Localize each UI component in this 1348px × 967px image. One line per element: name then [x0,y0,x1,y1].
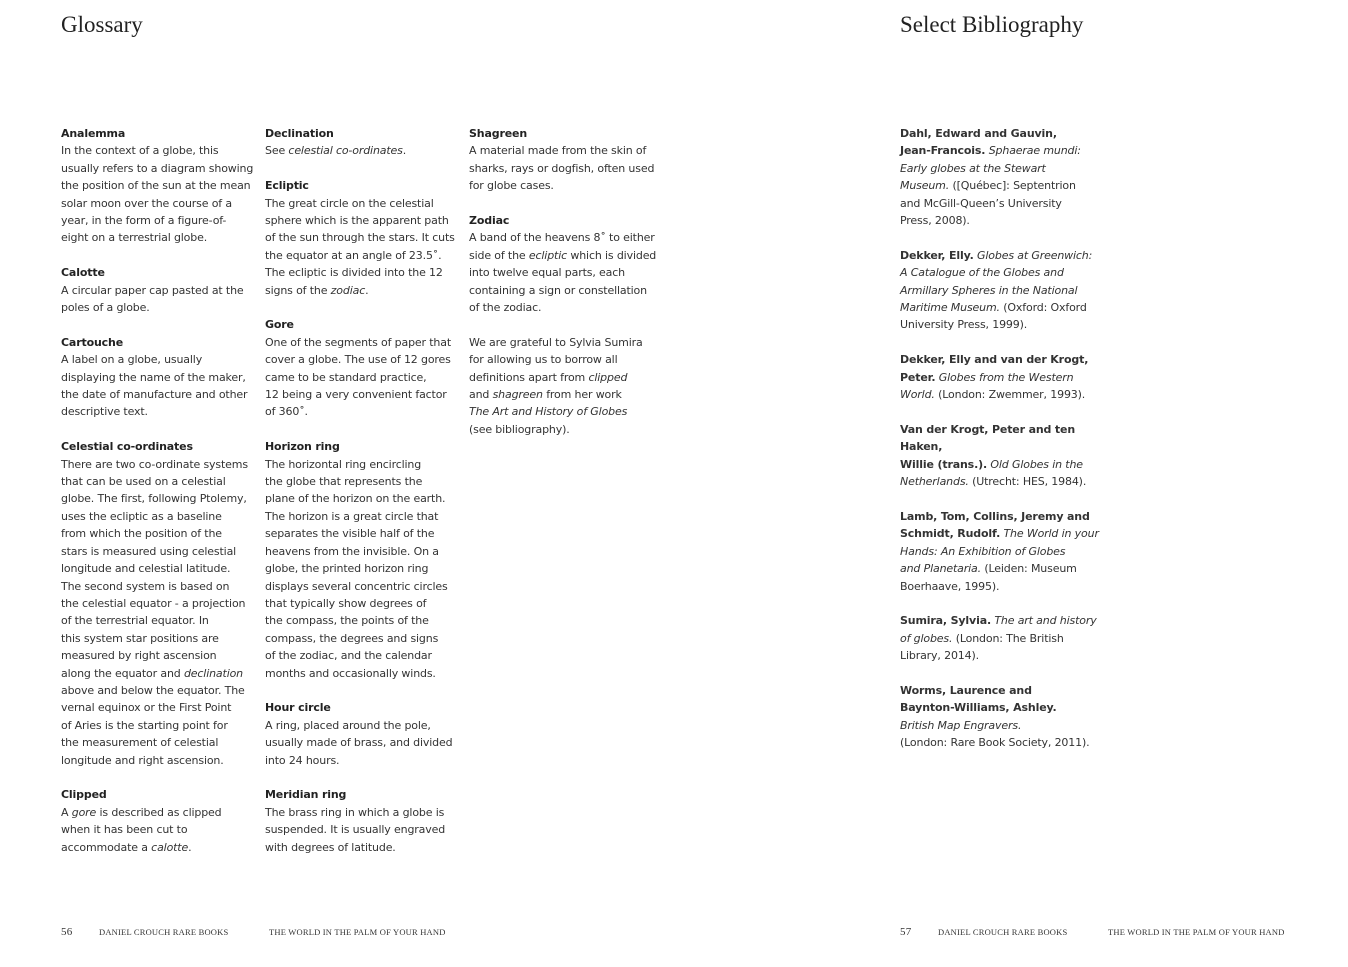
glossary-term: Cartouche [61,335,124,349]
glossary-term: Gore [265,318,294,332]
glossary-term: Horizon ring [265,440,340,454]
glossary-term: Calotte [61,266,105,280]
bibliography-title: Select Bibliography [900,12,1084,37]
glossary-title: Glossary [61,12,143,37]
glossary-term: Meridian ring [265,788,347,802]
glossary-definition: See celestial co-ordinates. [265,144,407,158]
glossary-entry [469,334,665,438]
footer-publisher: DANIEL CROUCH RARE BOOKS [99,927,229,937]
bibliography-entry: Van der Krogt, Peter and ten Haken, Willie (trans.). Old Globes in the Netherlands. (Utrecht: HES, 1984). [900,422,1087,489]
glossary-term: Celestial co-ordinates [61,440,193,454]
glossary-definition: A ring, placed around the pole, usually made of brass, and divided into 24 hours. [265,718,453,767]
glossary-term: Ecliptic [265,179,309,193]
glossary-term: Shagreen [469,127,528,140]
bibliography-entry: Lamb, Tom, Collins, Jeremy and Schmidt, Rudolf. The World in your Hands: An Exhibition of Globes and Planetaria. (Leiden: Museum Boerhaave, 1995). [900,509,1099,593]
glossary-term: Zodiac [469,214,510,228]
glossary-entry [265,125,461,160]
glossary-definition: In the context of a globe, this usually refers to a diagram showing the position of the sun at the mean solar moon over the course of a year, in the form of a figure-of- eight on a terrestrial globe. [61,144,254,245]
glossary-entry [265,699,461,769]
glossary-definition: There are two co-ordinate systems that can be used on a celestial globe. The first, following Ptolemy, uses the ecliptic as a baseline from which the position of the stars is measured using celestial longitude and celestial latitude. The second system is based on the celestial equator - a projection of the terrestrial equator. In this system star positions are measured by right ascension along the equator and declination above and below the equator. The vernal equinox or the First Point of Aries is the starting point for the measurement of celestial longitude and right ascension. [61,457,248,767]
glossary-entry [61,786,257,856]
glossary-definition: The horizontal ring encircling the globe that represents the plane of the horizon on the earth. The horizon is a great circle that separates the visible half of the heavens from the invisible. On a globe, the printed horizon ring displays several concentric circles that typically show degrees of the compass, the points of the compass, the degrees and signs of the zodiac, and the calendar months and occasionally winds. [265,457,448,680]
glossary-definition: The brass ring in which a globe is suspended. It is usually engraved with degrees of latitude. [265,805,446,854]
glossary-entry [61,125,257,247]
glossary-definition: The great circle on the celestial sphere which is the apparent path of the sun through the stars. It cuts the equator at an angle of 23.5˚. The ecliptic is divided into the 12 signs of the zodiac. [265,196,455,297]
acknowledgement-text: We are grateful to Sylvia Sumira for allowing us to borrow all definitions apart from clipped and shagreen from her work The Art and History of Globes (see bibliography). [469,335,643,436]
page-number: 57 [900,926,912,938]
footer-book-title: THE WORLD IN THE PALM OF YOUR HAND [1108,927,1285,937]
glossary-entry [265,438,461,682]
glossary-definition: A circular paper cap pasted at the poles of a globe. [61,283,244,315]
glossary-entry [265,177,461,299]
page-number: 56 [61,926,73,938]
glossary-entry [265,786,461,856]
glossary-entry [265,316,461,420]
glossary-term: Declination [265,127,334,140]
footer-book-title: THE WORLD IN THE PALM OF YOUR HAND [269,927,446,937]
glossary-definition: A gore is described as clipped when it has been cut to accommodate a calotte. [61,805,222,854]
footer-publisher: DANIEL CROUCH RARE BOOKS [938,927,1068,937]
glossary-definition: A band of the heavens 8˚ to either side of the ecliptic which is divided into twelve equal parts, each containing a sign or constellation of the zodiac. [469,231,657,315]
glossary-column-3 [469,125,665,456]
bibliography-entry: Worms, Laurence and Baynton-Williams, Ashley. British Map Engravers. (London: Rare Book Society, 2011). [900,683,1090,750]
glossary-entry [61,334,257,421]
glossary-entry [61,438,257,769]
glossary-entry [469,212,665,316]
bibliography-entry: Dekker, Elly. Globes at Greenwich: A Catalogue of the Globes and Armillary Spheres in the National Maritime Museum. (Oxford: Oxford University Press, 1999). [900,248,1093,332]
right-page [674,0,1348,967]
bibliography-entry: Sumira, Sylvia. The art and history of globes. (London: The British Library, 2014). [900,614,1097,663]
glossary-term: Hour circle [265,701,331,715]
glossary-term: Clipped [61,788,107,802]
glossary-column-1 [61,125,257,873]
glossary-definition: A label on a globe, usually displaying the name of the maker, the date of manufacture and other descriptive text. [61,353,248,419]
bibliography-list [900,125,1100,769]
glossary-term: Analemma [61,127,126,140]
glossary-entry [469,125,665,195]
glossary-definition: A material made from the skin of sharks, rays or dogfish, often used for globe cases. [469,144,655,193]
bibliography-entry: Dekker, Elly and van der Krogt, Peter. Globes from the Western World. (London: Zwemmer, 1993). [900,353,1089,402]
glossary-entry [61,264,257,316]
glossary-definition: One of the segments of paper that cover a globe. The use of 12 gores came to be standard practice, 12 being a very convenient factor of 360˚. [265,335,451,419]
glossary-column-2 [265,125,461,873]
bibliography-entry: Dahl, Edward and Gauvin, Jean-Francois. Sphaerae mundi: Early globes at the Stewart Museum. ([Québec]: Septentrion and McGill-Queen’s University Press, 2008). [900,127,1081,228]
